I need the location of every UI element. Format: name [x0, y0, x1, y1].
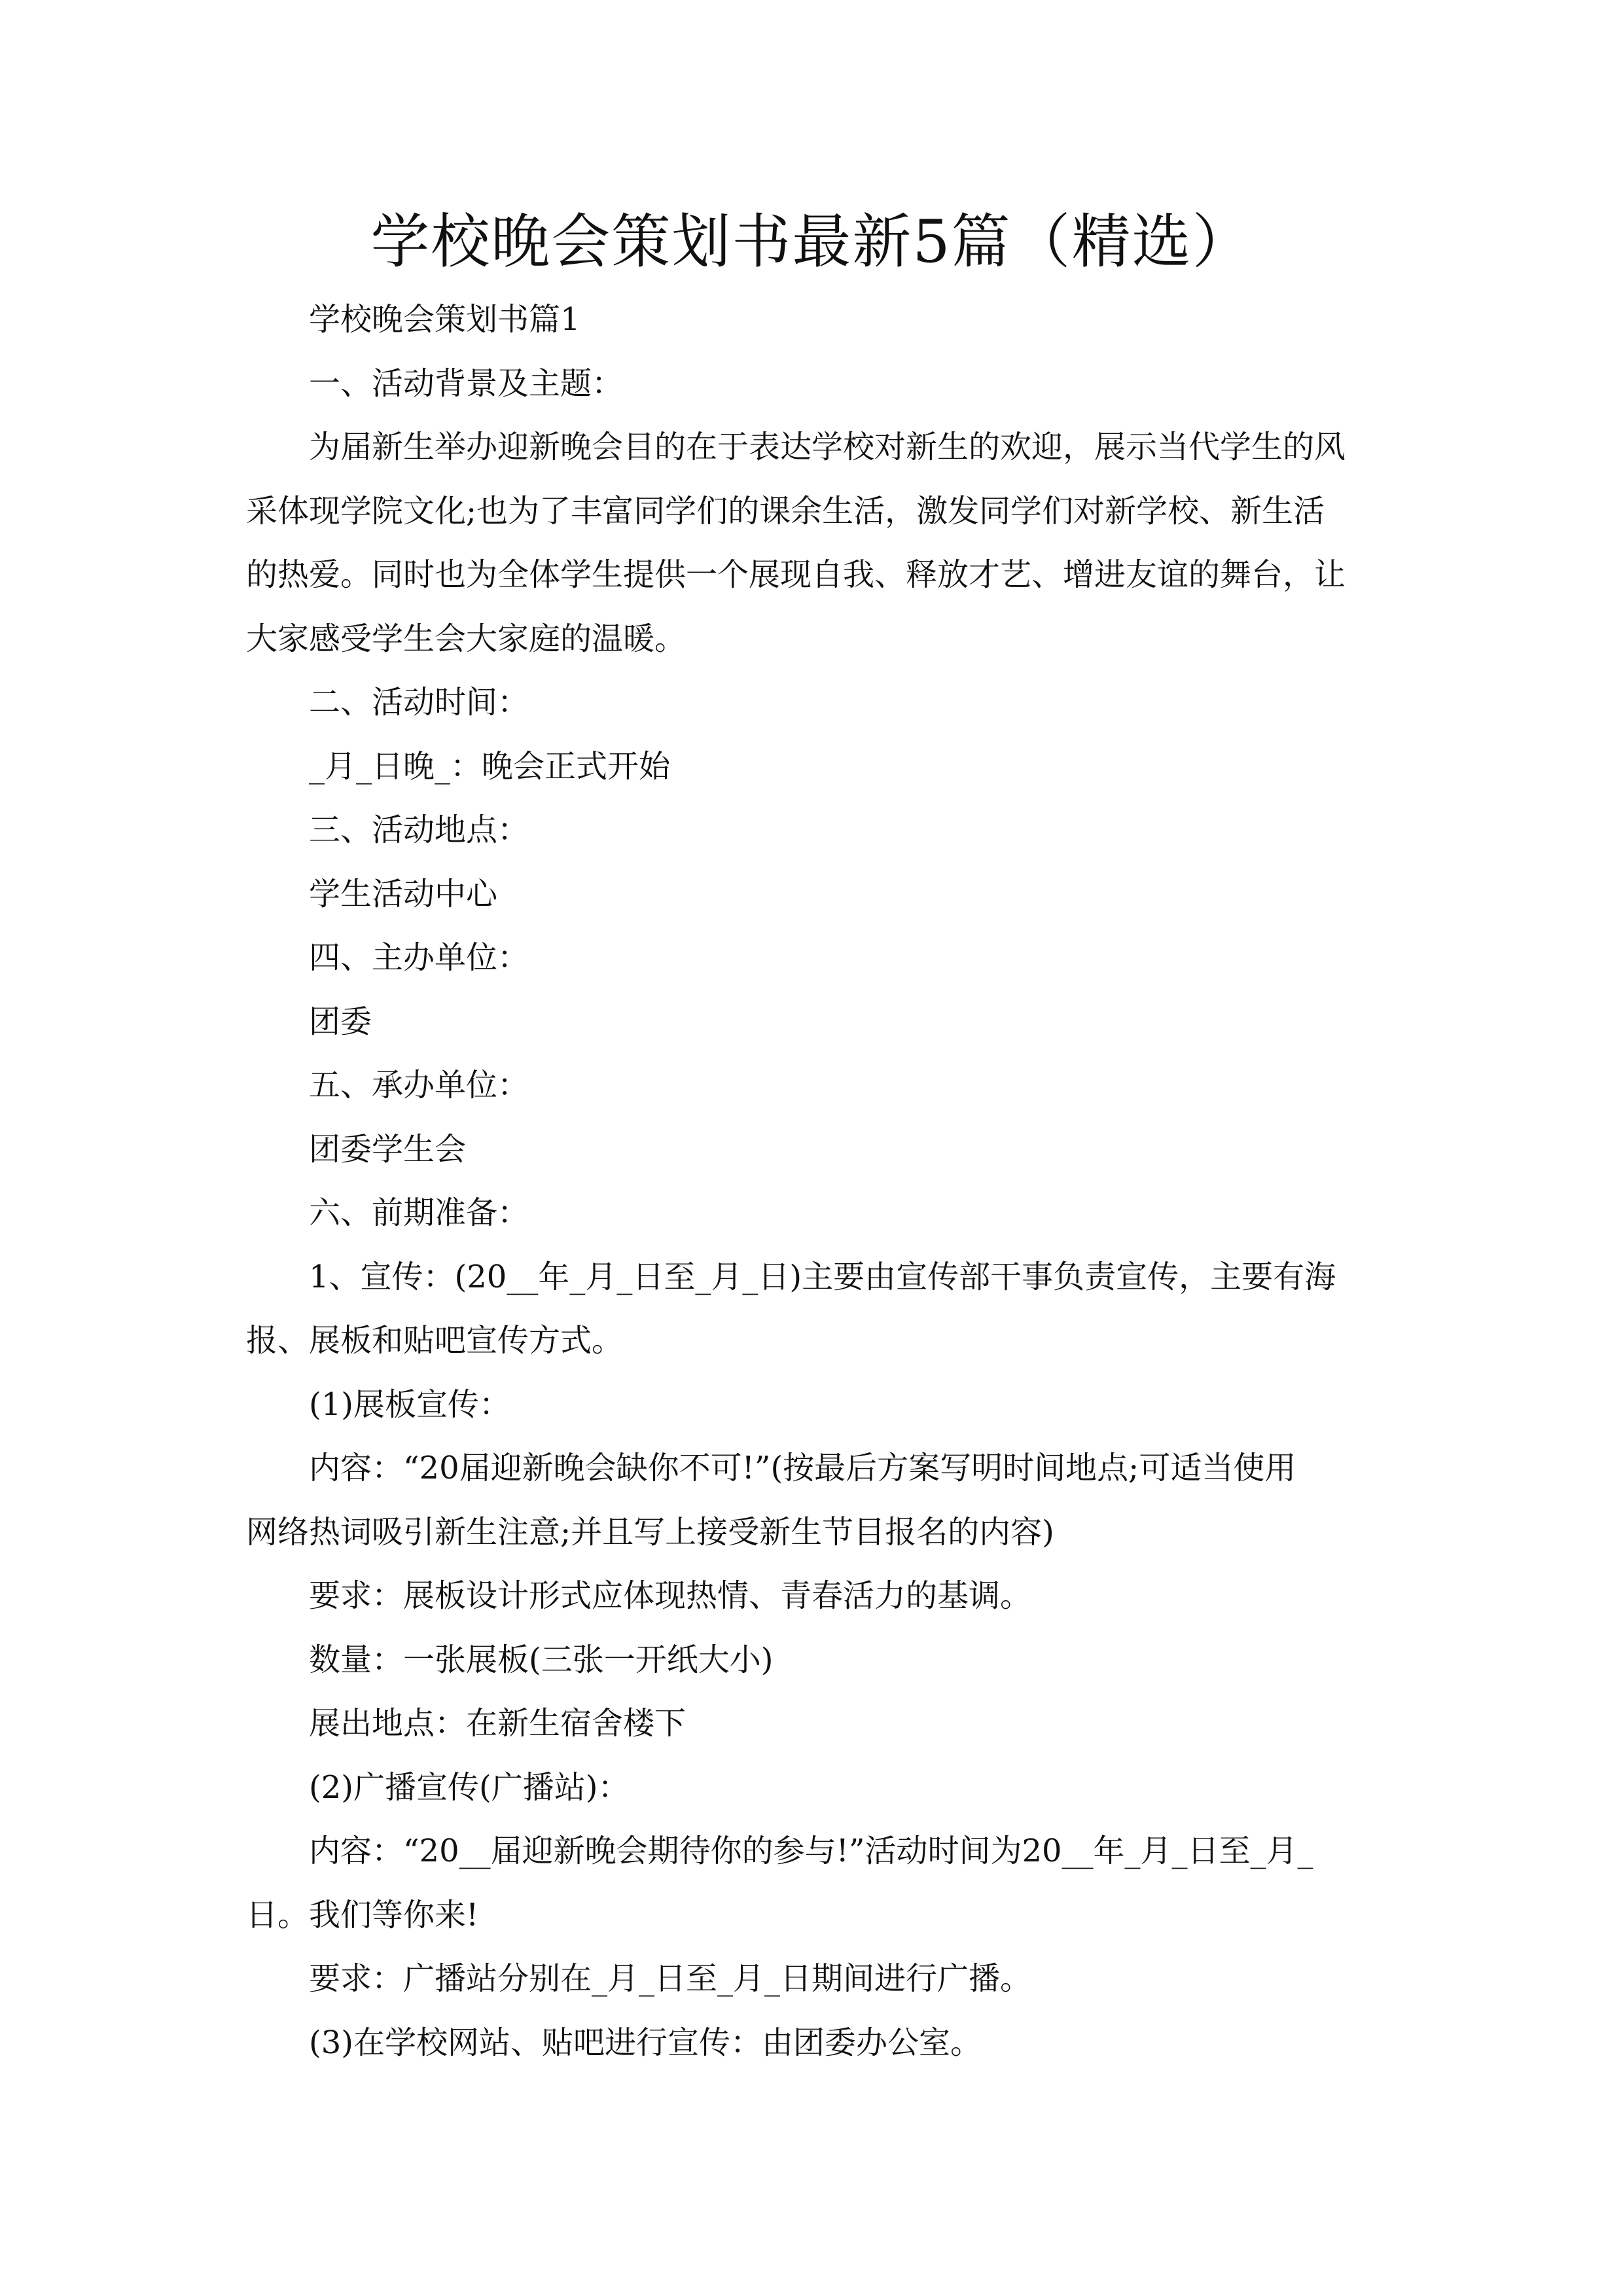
- text-line: 日。我们等你来!: [246, 1896, 479, 1933]
- text-line: 为届新生举办迎新晚会目的在于表达学校对新生的欢迎，展示当代学生的风: [309, 429, 1346, 465]
- document-body: [246, 288, 1398, 2075]
- text-line: (2)广播宣传(广播站)：: [309, 1768, 630, 1806]
- text-line: 团委: [309, 1003, 372, 1040]
- text-line: 数量：一张展板(三张一开纸大小): [309, 1641, 774, 1678]
- text-line: 报、展板和贴吧宣传方式。: [246, 1322, 624, 1359]
- text-line: 要求：广播站分别在_月_日至_月_日期间进行广播。: [309, 1960, 1032, 1997]
- text-line: 要求：展板设计形式应体现热情、青春活力的基调。: [309, 1577, 1032, 1614]
- text-line: 六、前期准备：: [309, 1194, 529, 1231]
- text-line: 大家感受学生会大家庭的温暖。: [246, 620, 687, 657]
- text-line: 1、宣传：(20__年_月_日至_月_日)主要由宣传部干事负责宣传，主要有海: [309, 1258, 1336, 1295]
- text-line: 学生活动中心: [309, 875, 498, 912]
- text-line: 一、活动背景及主题：: [309, 365, 624, 402]
- text-line: 内容：“20__届迎新晚会期待你的参与!”活动时间为20__年_月_日至_月_: [309, 1833, 1313, 1869]
- text-line: 内容：“20届迎新晚会缺你不可!”(按最后方案写明时间地点;可适当使用: [309, 1450, 1296, 1486]
- text-line: 四、主办单位：: [309, 939, 529, 976]
- text-line: (3)在学校网站、贴吧进行宣传：由团委办公室。: [309, 2024, 982, 2061]
- text-line: _月_日晚_：晚会正式开始: [309, 747, 671, 785]
- text-line: 展出地点：在新生宿舍楼下: [309, 1705, 687, 1742]
- text-line: 学校晚会策划书篇1: [309, 301, 580, 338]
- text-line: 二、活动时间：: [309, 684, 529, 721]
- text-line: 采体现学院文化;也为了丰富同学们的课余生活，激发同学们对新学校、新生活: [246, 492, 1325, 529]
- text-line: 三、活动地点：: [309, 812, 529, 848]
- text-line: (1)展板宣传：: [309, 1386, 510, 1423]
- text-line: 团委学生会: [309, 1130, 467, 1168]
- text-line: 的热爱。同时也为全体学生提供一个展现自我、释放才艺、增进友谊的舞台，让: [246, 556, 1346, 593]
- document-title: 学校晚会策划书最新5篇（精选）: [370, 207, 1253, 276]
- text-line: 五、承办单位：: [309, 1067, 529, 1103]
- text-line: 网络热词吸引新生注意;并且写上接受新生节目报名的内容): [246, 1513, 1054, 1551]
